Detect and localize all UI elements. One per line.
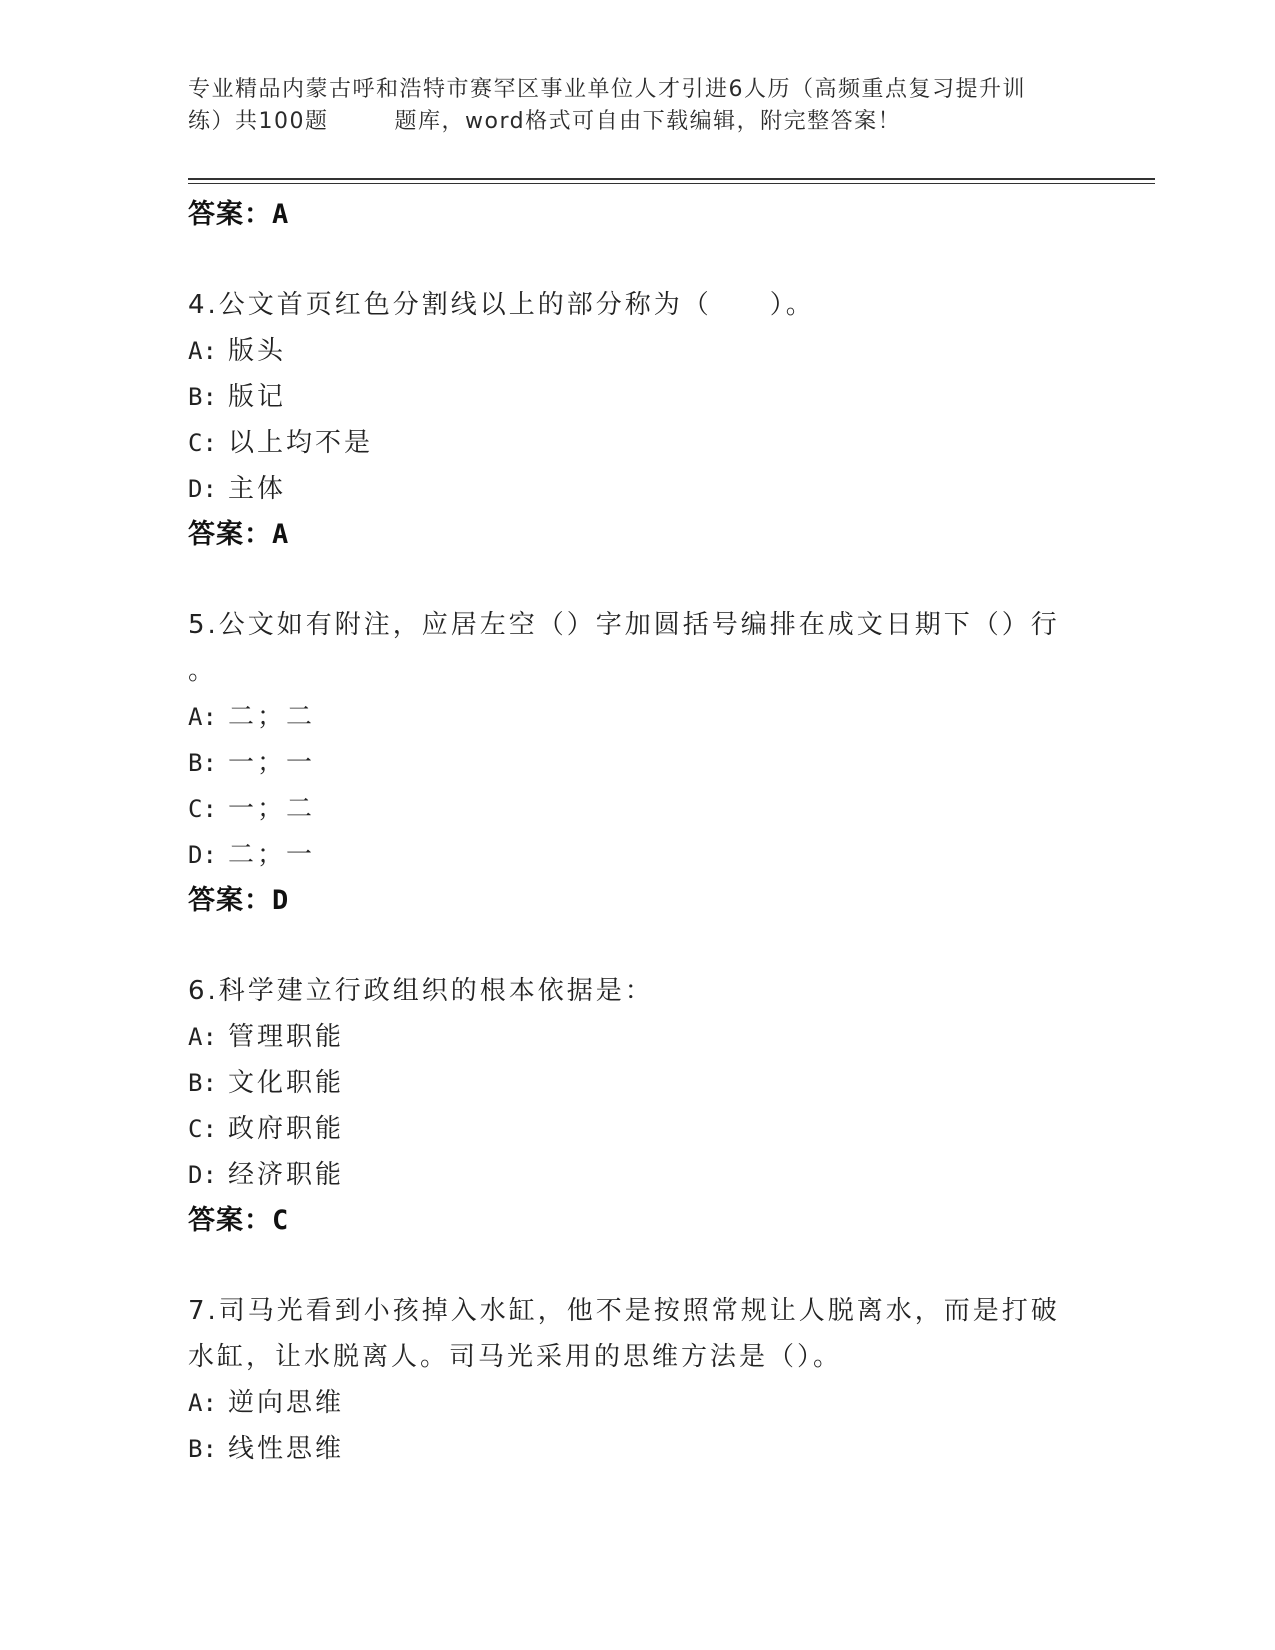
answer-value: A — [272, 519, 290, 550]
option-key: B: — [188, 383, 217, 411]
option-key: A: — [188, 1023, 217, 1051]
option-a — [188, 328, 1088, 374]
document-header — [188, 74, 1088, 138]
answer-line — [188, 512, 1088, 558]
option-text: 以上均不是 — [228, 428, 374, 458]
answer-line — [188, 1198, 1088, 1244]
question-stem: 5.公文如有附注，应居左空（）字加圆括号编排在成文日期下（）行 — [188, 610, 1060, 640]
option-d — [188, 1152, 1088, 1198]
option-key: C: — [188, 429, 217, 457]
question-stem: 4.公文首页红色分割线以上的部分称为（ ）。 — [188, 290, 815, 320]
option-text: 逆向思维 — [228, 1388, 345, 1418]
option-b — [188, 1426, 1088, 1472]
answer-line — [188, 192, 289, 238]
answer-value: D — [272, 885, 290, 916]
option-a — [188, 1380, 1088, 1426]
option-key: A: — [188, 1389, 217, 1417]
question-5 — [188, 602, 1088, 924]
option-key: D: — [188, 1161, 217, 1189]
option-key: A: — [188, 703, 217, 731]
option-text: 线性思维 — [228, 1434, 345, 1464]
question-stem-continuation: 。 — [188, 656, 218, 686]
header-line-2-part-2: 题库，word格式可自由下载编辑，附完整答案！ — [394, 109, 902, 134]
option-text: 版头 — [228, 336, 287, 366]
answer-value: A — [272, 199, 290, 230]
answer-label: 答案： — [188, 519, 272, 550]
header-line-1: 专业精品内蒙古呼和浩特市赛罕区事业单位人才引进6人历（高频重点复习提升训 — [188, 77, 1026, 102]
option-text: 主体 — [228, 474, 287, 504]
option-text: 经济职能 — [228, 1160, 345, 1190]
question-4 — [188, 282, 1088, 558]
question-stem-continuation: 水缸，让水脱离人。司马光采用的思维方法是（）。 — [188, 1342, 843, 1372]
option-c — [188, 1106, 1088, 1152]
header-line-2 — [188, 106, 1088, 138]
option-a — [188, 1014, 1088, 1060]
answer-label: 答案： — [188, 199, 272, 230]
question-stem: 6.科学建立行政组织的根本依据是： — [188, 976, 654, 1006]
header-line-2-part-1: 练）共100题 — [188, 109, 329, 134]
question-6 — [188, 968, 1088, 1244]
option-key: B: — [188, 749, 217, 777]
option-a — [188, 694, 1088, 740]
header-divider-thick — [188, 178, 1155, 180]
option-text: 一；一 — [228, 748, 316, 778]
option-c — [188, 786, 1088, 832]
option-b — [188, 740, 1088, 786]
option-key: D: — [188, 475, 217, 503]
header-divider-thin — [188, 183, 1155, 184]
option-text: 一；二 — [228, 794, 316, 824]
question-stem: 7.司马光看到小孩掉入水缸，他不是按照常规让人脱离水，而是打破 — [188, 1296, 1060, 1326]
option-b — [188, 1060, 1088, 1106]
option-text: 二；一 — [228, 840, 316, 870]
option-d — [188, 832, 1088, 878]
option-key: B: — [188, 1069, 217, 1097]
answer-label: 答案： — [188, 1205, 272, 1236]
option-key: D: — [188, 841, 217, 869]
question-list — [188, 282, 1088, 1472]
option-key: C: — [188, 1115, 217, 1143]
option-d — [188, 466, 1088, 512]
option-text: 二；二 — [228, 702, 316, 732]
option-text: 文化职能 — [228, 1068, 345, 1098]
option-key: C: — [188, 795, 217, 823]
option-key: A: — [188, 337, 217, 365]
option-b — [188, 374, 1088, 420]
answer-line — [188, 878, 1088, 924]
option-text: 管理职能 — [228, 1022, 345, 1052]
question-7 — [188, 1288, 1088, 1472]
answer-label: 答案： — [188, 885, 272, 916]
option-c — [188, 420, 1088, 466]
answer-value: C — [272, 1205, 290, 1236]
option-text: 政府职能 — [228, 1114, 345, 1144]
option-key: B: — [188, 1435, 217, 1463]
option-text: 版记 — [228, 382, 287, 412]
